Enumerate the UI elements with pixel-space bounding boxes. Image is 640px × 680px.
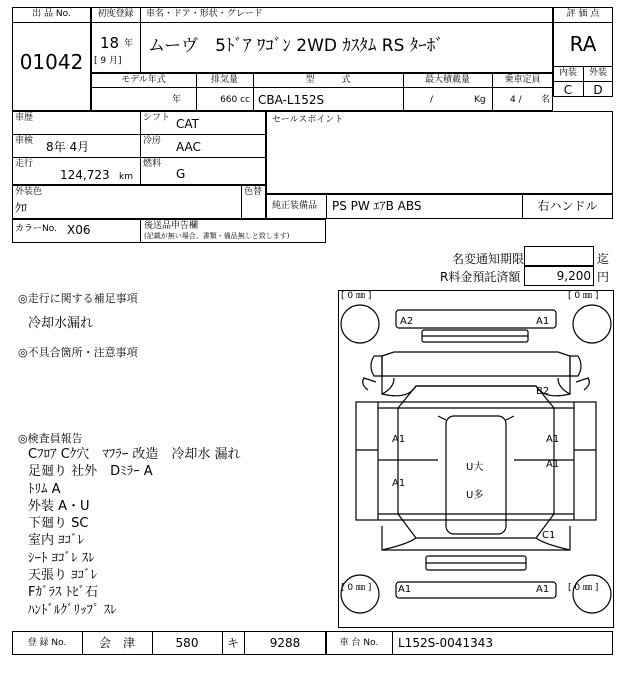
model-year-label: モデル年式 <box>121 75 166 85</box>
mark-a1-left-2: A1 <box>392 478 406 489</box>
capacity: 4 / <box>510 95 522 105</box>
equipment: PS PW ｴｱB ABS <box>332 199 422 213</box>
inspector-line: 室内 ﾖｺﾞﾚ <box>28 533 85 549</box>
mirror-right <box>576 378 589 390</box>
first-reg-month: [ 9 月] <box>94 56 122 66</box>
model-label: 型 式 <box>305 75 351 85</box>
model-year-unit: 年 <box>172 95 182 105</box>
inspector-lines <box>28 446 241 619</box>
ext-color-label: 外装色 <box>15 187 43 197</box>
mark-a1-front: A1 <box>536 316 550 327</box>
car-name: ムーヴ 5ﾄﾞｱ ﾜｺﾞﾝ 2WD ｶｽﾀﾑ RS ﾀｰﾎﾞ <box>148 36 444 56</box>
inspector-line: ﾄﾘﾑ A <box>28 481 61 497</box>
details-row-1 <box>12 134 266 135</box>
right-fender <box>558 376 570 394</box>
capacity-label: 乗車定員 <box>504 75 541 85</box>
lot-no: 01042 <box>19 50 84 74</box>
displacement: 660 cc <box>220 95 250 105</box>
fuel: G <box>176 167 186 181</box>
driving-text: 冷却水漏れ <box>28 316 94 331</box>
chassis-label: 車 台 No. <box>339 638 379 648</box>
car-name-label: 車名・ドア・形状・グレード <box>146 9 263 19</box>
ext-color-box <box>12 185 266 219</box>
max-load: / <box>430 95 434 105</box>
repaint-label: 色替 <box>244 187 263 197</box>
mileage: 124,723 <box>60 168 110 182</box>
displacement-label: 排気量 <box>210 75 238 85</box>
tyre-tread-fr: [ 0 ㎜ ] <box>568 291 599 301</box>
recycle-label: R料金預託済額 <box>440 270 521 284</box>
reg-area: 会 津 <box>98 636 135 650</box>
ac-label: 冷房 <box>143 136 162 146</box>
mark-c1: C1 <box>542 530 556 541</box>
body-outline <box>356 402 596 520</box>
mark-a1-rear-2: A1 <box>536 584 550 595</box>
mileage-label: 走行 <box>15 159 34 169</box>
score-sub-divider-2 <box>553 81 613 82</box>
tyre-tread-rl: [ 0 ㎜ ] <box>341 583 372 593</box>
inspector-line: ﾊﾝﾄﾞﾙｸﾞﾘｯﾌﾟ ｽﾚ <box>28 602 117 618</box>
inspector-title: ◎検査員報告 <box>18 432 83 445</box>
title-divider <box>91 22 553 23</box>
recycle-amount: 9,200 <box>556 269 591 283</box>
reg-no-label: 登 録 No. <box>27 638 67 648</box>
spec-row-divider <box>91 87 553 88</box>
recycle-unit: 円 <box>597 270 610 284</box>
ext-color: ｸﾛ <box>15 201 28 215</box>
shift: CAT <box>176 117 199 131</box>
interior-label: 内装 <box>558 68 577 78</box>
mark-a2: A2 <box>400 316 414 327</box>
tyre-front-left <box>341 305 379 343</box>
driving-title: ◎走行に関する補足事項 <box>18 292 138 305</box>
lot-no-divider <box>12 22 91 23</box>
ac: AAC <box>176 140 201 154</box>
docs-label: 後送品申告欄 <box>144 221 199 231</box>
tyre-rear-left <box>341 575 379 613</box>
lot-no-label: 出 品 No. <box>32 9 71 19</box>
windshield <box>398 386 554 408</box>
inspector-line: 足廻り 社外 Dﾐﾗｰ A <box>28 464 153 480</box>
mark-a1-rear: A1 <box>398 584 412 595</box>
docs-note: (記載が無い場合、書類・備品無しと致します) <box>144 232 290 240</box>
first-reg-year: 18 <box>100 34 120 52</box>
inspector-line: 下廻り SC <box>28 516 89 532</box>
tyre-front-right <box>573 305 611 343</box>
name-change-label: 名変通知期限 <box>452 252 525 266</box>
inspection: 8年 4月 <box>46 140 90 154</box>
mark-b2: B2 <box>536 386 550 397</box>
exterior-grade: D <box>593 83 603 97</box>
first-reg-divider <box>140 7 141 73</box>
shift-label: シフト <box>143 113 171 123</box>
reg-class: 580 <box>175 636 199 650</box>
capacity-unit: 名 <box>541 95 551 105</box>
tyre-tread-rr: [ 0 ㎜ ] <box>568 583 599 593</box>
first-reg-year-unit: 年 <box>124 39 134 49</box>
color-no-divider <box>140 219 141 243</box>
defects-title: ◎不具合箇所・注意事項 <box>18 346 138 359</box>
equipment-label: 純正装備品 <box>272 201 318 211</box>
roof <box>446 416 506 534</box>
score: RA <box>569 32 597 56</box>
mark-u-many: U多 <box>466 490 484 501</box>
inspector-line: ｼｰﾄ ﾖｺﾞﾚ ｽﾚ <box>28 550 95 566</box>
reg-num: 9288 <box>269 636 301 650</box>
history-label: 車歴 <box>15 113 34 123</box>
tyre-rear-right <box>573 575 611 613</box>
left-fender <box>382 376 394 394</box>
mileage-unit: km <box>119 172 133 182</box>
color-no-label: カラーNo. <box>15 224 57 234</box>
hood-outline <box>382 352 570 376</box>
inspection-label: 車検 <box>15 136 34 146</box>
color-no: X06 <box>67 223 91 237</box>
mark-a1-right-1: A1 <box>546 434 560 445</box>
model: CBA-L152S <box>258 93 325 107</box>
name-change-unit: 迄 <box>597 252 610 266</box>
inspector-line: Cﾌﾛｱ Cｸ穴 ﾏﾌﾗｰ 改造 冷却水 漏れ <box>28 447 241 462</box>
details-row-2 <box>12 157 266 158</box>
mark-a1-left-1: A1 <box>392 434 406 445</box>
tyre-tread-fl: [ 0 ㎜ ] <box>341 291 372 301</box>
score-label: 評 価 点 <box>566 9 600 19</box>
chassis-col <box>392 631 393 655</box>
mark-a1-right-2: A1 <box>546 459 560 470</box>
details-col <box>140 111 141 185</box>
name-change-box <box>524 246 594 266</box>
inspector-line: 天張り ﾖｺﾞﾚ <box>28 568 98 584</box>
rear-bumper <box>396 582 556 598</box>
max-load-label: 最大積載量 <box>424 75 470 85</box>
max-load-unit: Kg <box>474 95 486 105</box>
inspector-line: Fｶﾞﾗｽ ﾄﾋﾞ石 <box>28 585 99 601</box>
front-bumper <box>396 310 556 328</box>
score-divider <box>553 22 613 23</box>
car-diagram <box>338 290 614 628</box>
mark-u-large: U大 <box>466 462 484 473</box>
chassis-no: L152S-0041343 <box>398 636 493 650</box>
mirror-left <box>363 378 376 390</box>
repaint-divider <box>241 185 242 219</box>
equipment-divider-1 <box>326 194 327 219</box>
fuel-label: 燃料 <box>143 159 162 169</box>
steering: 右ハンドル <box>537 199 598 213</box>
inspector-line: 外装 A・U <box>28 498 90 514</box>
first-reg-label: 初度登録 <box>97 9 134 19</box>
sales-point-label: セールスポイント <box>272 115 344 125</box>
exterior-label: 外装 <box>588 68 607 78</box>
reg-kana: キ <box>226 636 239 650</box>
interior-grade: C <box>563 83 573 97</box>
